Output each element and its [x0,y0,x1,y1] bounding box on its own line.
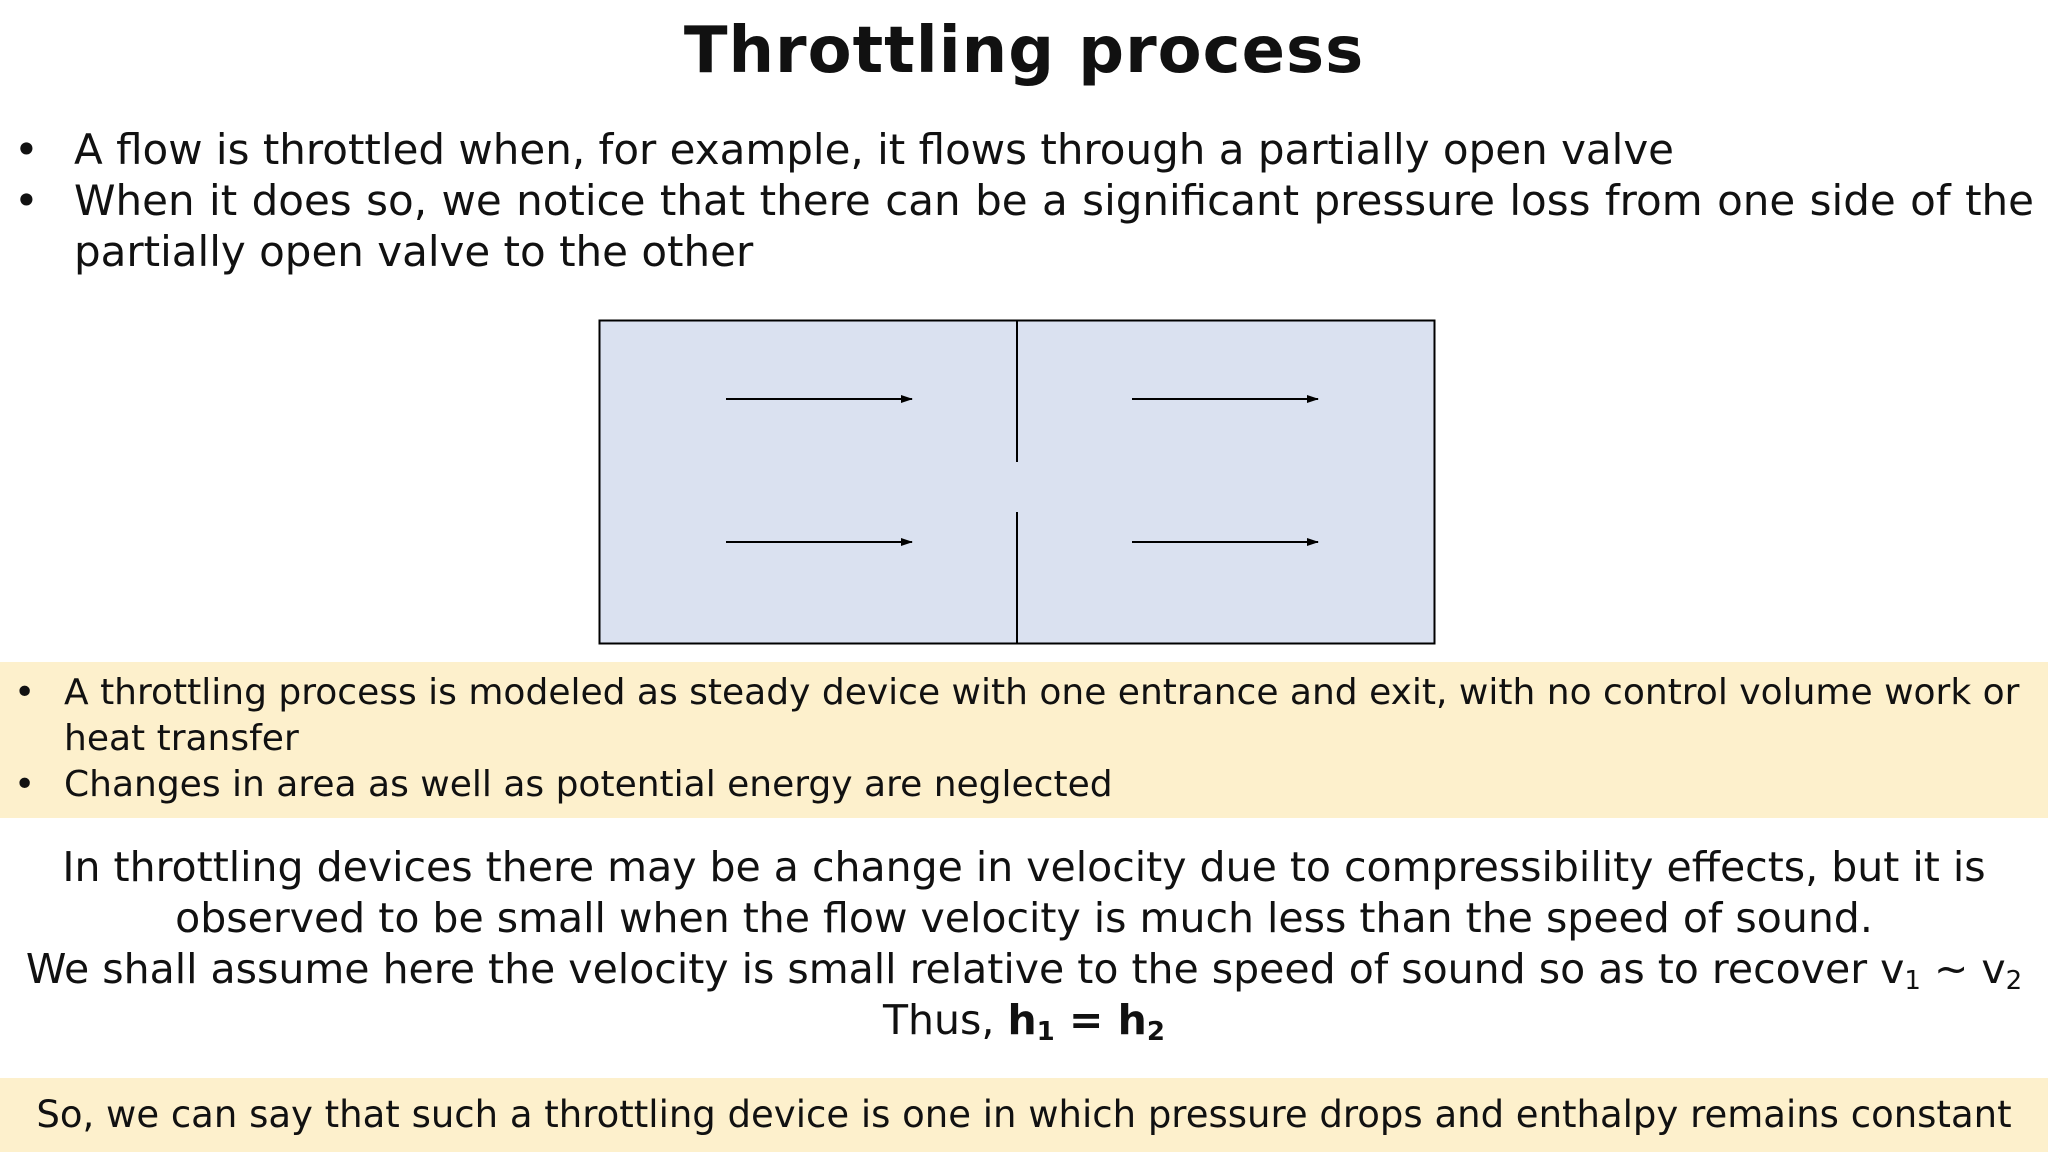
thus-label: Thus, [883,996,1008,1044]
intro-bullet-list [0,124,2048,277]
velocity-paragraph [0,842,2048,1046]
bullet-dot: • [14,176,39,225]
bullet-dot: • [14,764,36,805]
model-bullet-1 [0,670,2048,762]
bullet-dot: • [14,125,39,174]
model-bullet-2 [0,762,2048,808]
intro-bullet-text: When it does so, we notice that there can be a significant pressure loss from one side of the partially open valve to the other [74,176,2034,276]
conclusion-band [0,1078,2048,1152]
paragraph-line-2: observed to be small when the flow velocity is much less than the speed of sound. [175,894,1873,942]
paragraph-line-3 [0,944,2048,995]
model-bullet-text: A throttling process is modeled as steady device with one entrance and exit, with no control volume work or heat transfer [64,672,2020,759]
conclusion-text: So, we can say that such a throttling device is one in which pressure drops and enthalpy remains constant [36,1093,2012,1136]
v2-subscript: 2 [2005,966,2023,996]
model-bullet-list [0,670,2048,808]
tilde-v-text: ~ v [1920,945,2006,993]
model-assumptions-band [0,662,2048,818]
intro-bullet-1 [0,124,2048,175]
h1-symbol [1007,996,1165,1047]
paragraph-line-1: In throttling devices there may be a change in velocity due to compressibility effects, but it is [62,843,1986,891]
intro-bullet-2 [0,175,2048,277]
h2-letter: h [1117,996,1147,1044]
bullet-dot: • [14,672,36,713]
h1-subscript: 1 [1036,1017,1055,1047]
valve-diagram [598,319,1436,645]
slide-title: Throttling process [683,14,1365,88]
v1-subscript: 1 [1904,966,1921,996]
equals-sign: = [1054,996,1118,1044]
intro-bullet-text: A flow is throttled when, for example, it flows through a partially open valve [74,125,1675,174]
enthalpy-equation [0,995,2048,1046]
h2-subscript: 2 [1146,1017,1165,1047]
h1-letter: h [1007,996,1037,1044]
paragraph-line-3-text: We shall assume here the velocity is small relative to the speed of sound so as to recover v [25,945,1905,993]
model-bullet-text: Changes in area as well as potential energy are neglected [64,764,1113,805]
